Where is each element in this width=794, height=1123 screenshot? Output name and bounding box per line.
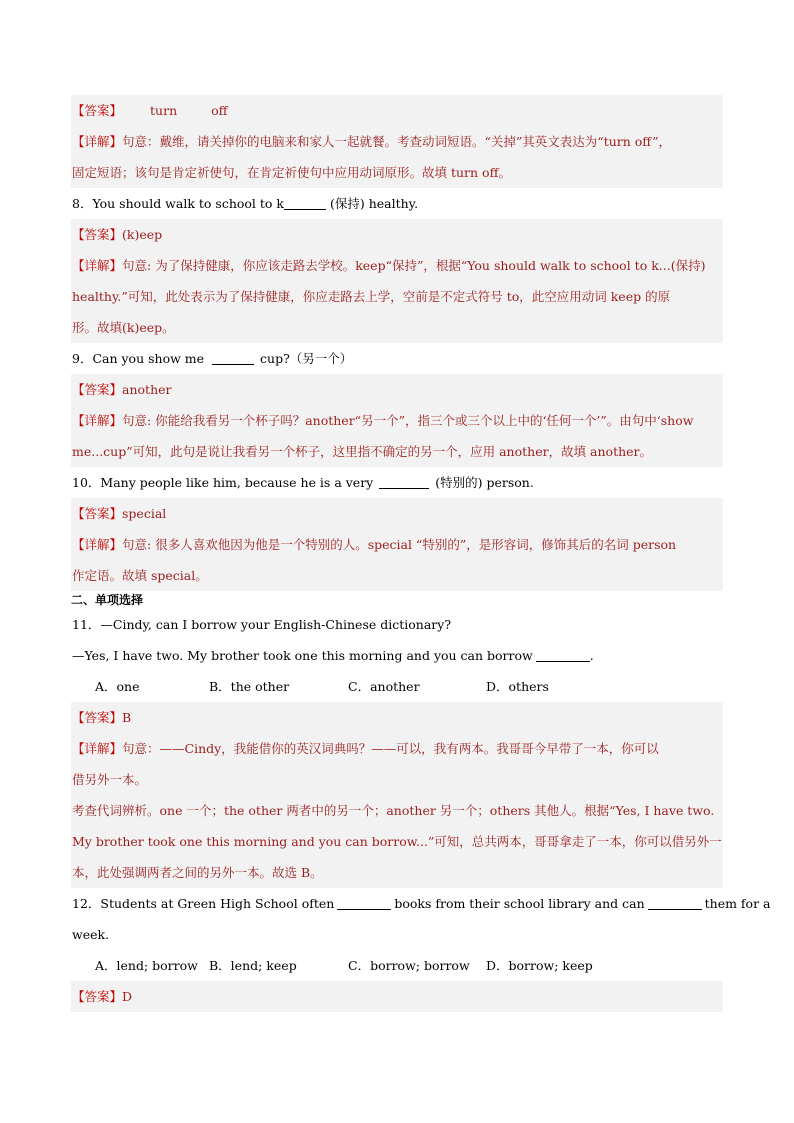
question-text: cup?（另一个） — [260, 351, 353, 366]
q11-detail-line — [71, 795, 723, 826]
question-text: (保持) healthy. — [326, 196, 419, 211]
answer-value: D — [122, 989, 133, 1004]
detail-text: 句意: 为了保持健康，你应该走路去学校。keep“保持”，根据“You should walk to school to k...(保持) — [122, 258, 706, 273]
detail-tag: 【详解】 — [72, 134, 123, 149]
answer-tag: 【答案】 — [72, 103, 123, 118]
q9-detail-line — [71, 405, 723, 436]
q7-detail-line — [71, 126, 723, 157]
q12-options — [71, 950, 723, 981]
option-b[interactable]: B．the other — [209, 679, 290, 694]
q12-stem — [71, 919, 723, 950]
q9-answer — [71, 374, 723, 405]
q11-stem — [71, 640, 723, 671]
answer-value: off — [211, 103, 228, 118]
detail-text: 考查代词辨析。one 一个；the other 两者中的另一个；another 另一个；others 其他人。根据“Yes, I have two. — [72, 803, 715, 818]
answer-value: B — [122, 710, 132, 725]
answer-blank — [337, 895, 391, 910]
answer-value: turn — [150, 103, 178, 118]
question-text: 10．Many people like him, because he is a very — [72, 475, 374, 490]
option-c[interactable]: C．borrow; borrow — [348, 958, 470, 973]
detail-text: My brother took one this morning and you can borrow...”可知，总共两本，哥哥拿走了一本，你可以借另外一 — [72, 834, 722, 849]
answer-blank — [284, 195, 326, 210]
detail-text: healthy.”可知，此处表示为了保持健康，你应走路去上学，空前是不定式符号 to，此空应用动词 keep 的原 — [72, 289, 671, 304]
q10-answer — [71, 498, 723, 529]
answer-blank — [536, 647, 590, 662]
detail-tag: 【详解】 — [72, 537, 123, 552]
question-text: . — [589, 648, 594, 663]
answer-blank — [212, 350, 254, 365]
q8-detail-line — [71, 281, 723, 312]
option-d[interactable]: D．borrow; keep — [486, 958, 593, 973]
q11-detail-line — [71, 764, 723, 795]
detail-text: 固定短语；该句是肯定祈使句，在肯定祈使句中应用动词原形。故填 turn off。 — [72, 165, 511, 180]
detail-text: 借另外一本。 — [72, 772, 148, 787]
detail-text: 作定语。故填 special。 — [72, 568, 208, 583]
option-a[interactable]: A．one — [95, 679, 140, 694]
answer-tag: 【答案】 — [72, 506, 123, 521]
answer-blank — [379, 474, 429, 489]
question-text: —Yes, I have two. My brother took one this morning and you can borrow — [72, 648, 533, 663]
q12-answer — [71, 981, 723, 1012]
question-text: 11．—Cindy, can I borrow your English-Chinese dictionary? — [72, 617, 452, 632]
q12-stem — [71, 888, 771, 919]
q9-detail-line — [71, 436, 723, 467]
detail-text: 句意: 你能给我看另一个杯子吗？another“另一个”，指三个或三个以上中的‘任何一个’”。由句中‘show — [122, 413, 694, 428]
answer-value: special — [122, 506, 167, 521]
answer-tag: 【答案】 — [72, 710, 123, 725]
detail-text: 本，此处强调两者之间的另外一本。故选 B。 — [72, 865, 323, 880]
detail-tag: 【详解】 — [72, 258, 123, 273]
option-d[interactable]: D．others — [486, 679, 549, 694]
q7-answer — [71, 95, 723, 126]
option-a[interactable]: A．lend; borrow — [95, 958, 198, 973]
detail-text: me...cup”可知，此句是说让我看另一个杯子，这里指不确定的另一个，应用 another，故填 another。 — [72, 444, 653, 459]
q10-detail-line — [71, 560, 723, 591]
detail-tag: 【详解】 — [72, 741, 123, 756]
q11-answer — [71, 702, 723, 733]
question-text: 12．Students at Green High School often — [72, 896, 335, 911]
question-text: 9．Can you show me — [72, 351, 205, 366]
detail-text: 形。故填(k)eep。 — [72, 320, 175, 335]
q8-answer — [71, 219, 723, 250]
question-text: week. — [72, 927, 110, 942]
detail-tag: 【详解】 — [72, 413, 123, 428]
q11-detail-line — [71, 826, 723, 857]
q11-stem — [71, 609, 723, 640]
q8-stem — [71, 188, 723, 219]
answer-tag: 【答案】 — [72, 227, 123, 242]
question-text: (特别的) person. — [435, 475, 534, 490]
answer-tag: 【答案】 — [72, 989, 123, 1004]
question-text: 8．You should walk to school to k — [72, 196, 284, 211]
q9-stem — [71, 343, 723, 374]
detail-text: 句意: 很多人喜欢他因为他是一个特别的人。special “特别的”，是形容词，修饰其后的名词 person — [122, 537, 677, 552]
answer-value: another — [122, 382, 172, 397]
question-text: them for a — [704, 896, 771, 911]
q8-detail-line — [71, 312, 723, 343]
option-c[interactable]: C．another — [348, 679, 420, 694]
q11-options — [71, 671, 723, 702]
q8-detail-line — [71, 250, 723, 281]
answer-value: (k)eep — [122, 227, 163, 242]
q10-detail-line — [71, 529, 723, 560]
section-heading: 二、单项选择 — [71, 593, 144, 607]
detail-text: 句意：戴维，请关掉你的电脑来和家人一起就餐。考查动词短语。“关掉”其英文表达为“turn off”， — [122, 134, 671, 149]
detail-text: 句意：——Cindy，我能借你的英汉词典吗？——可以，我有两本。我哥哥今早带了一本，你可以 — [122, 741, 659, 756]
q11-detail-line — [71, 733, 723, 764]
q10-stem — [71, 467, 723, 498]
question-text: books from their school library and can — [394, 896, 645, 911]
option-b[interactable]: B．lend; keep — [209, 958, 297, 973]
answer-blank — [648, 895, 702, 910]
answer-tag: 【答案】 — [72, 382, 123, 397]
q11-detail-line — [71, 857, 723, 888]
document-body — [71, 95, 771, 1012]
q7-detail-line — [71, 157, 723, 188]
